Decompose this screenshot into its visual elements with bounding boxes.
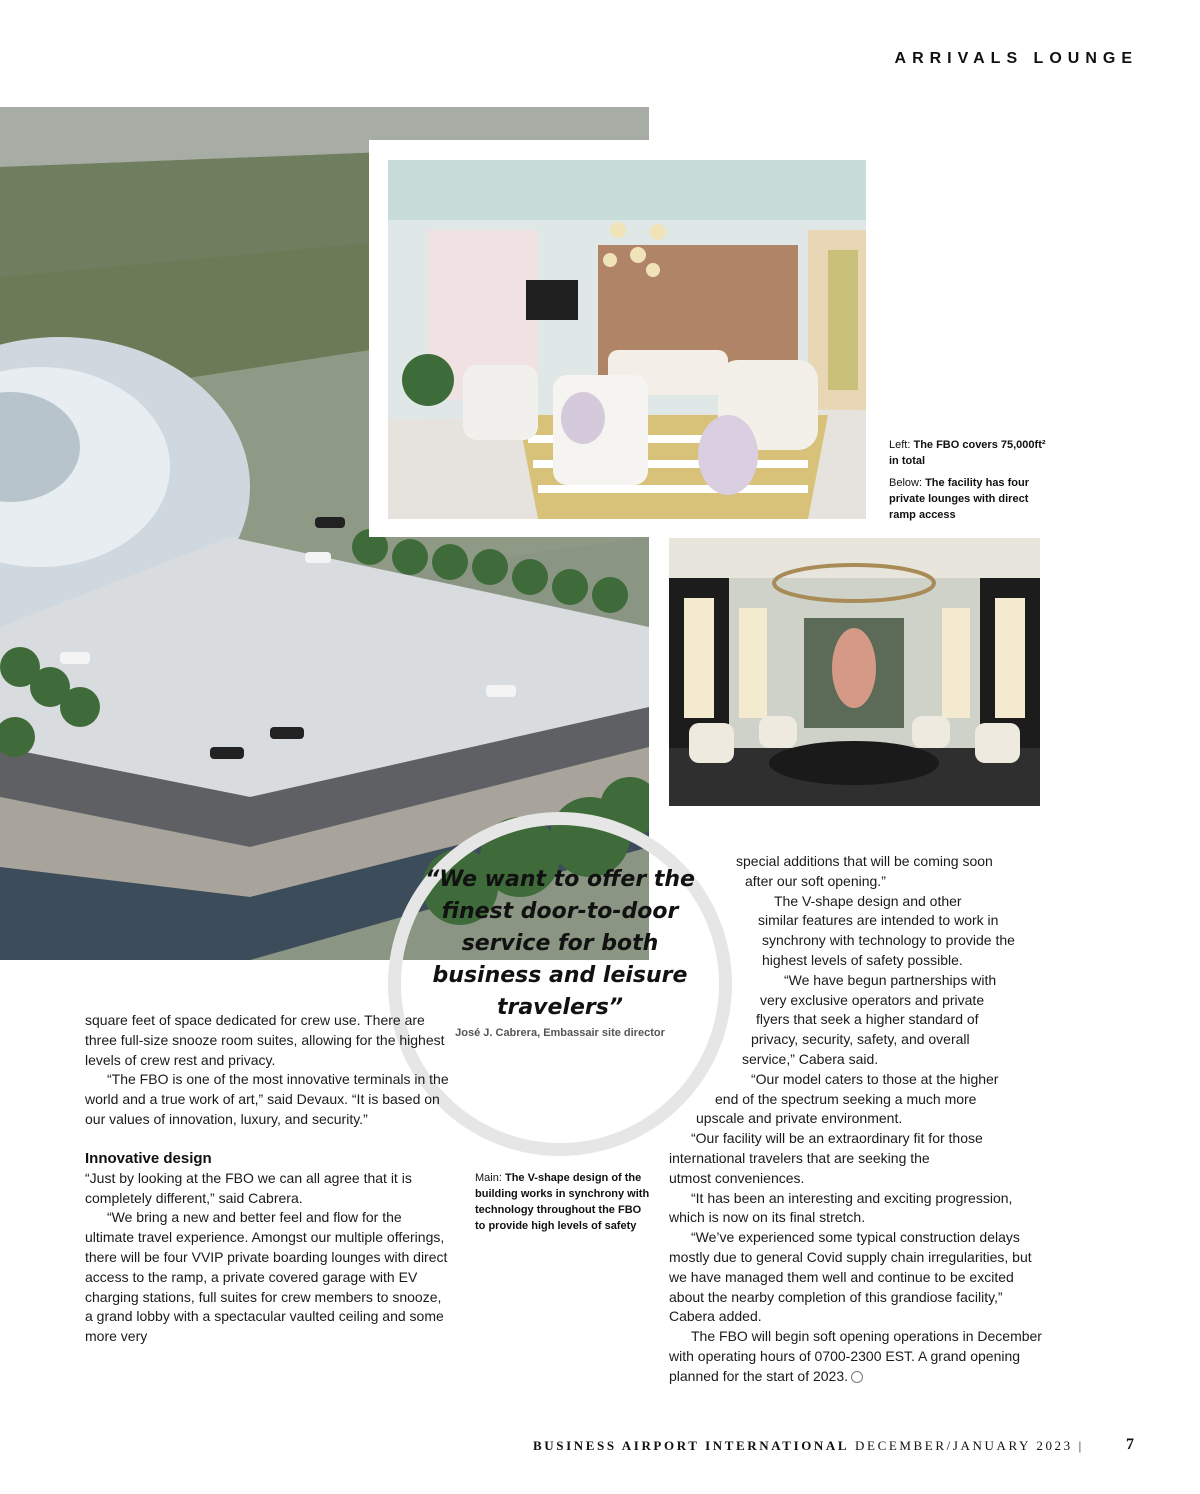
text-line: synchrony with technology to provide the (762, 932, 1015, 949)
paragraph: “We bring a new and better feel and flow for the ultimate travel experience. Amongst our multiple offerings, there will be four VVIP private boarding lounges with direct access to the ramp, a private covered garage with EV charging stations, full suites for crew members to snooze, a grand lobby with a spectacular vaulted ceiling and some more very (85, 1209, 448, 1345)
paragraph: “Just by looking at the FBO we can all agree that it is completely different,” said Cabrera. (85, 1169, 412, 1206)
final-paragraph-text: The FBO will begin soft opening operations in December with operating hours of 0700-2300 EST. A grand opening planned for the start of 2023. (669, 1328, 1042, 1384)
text-line: very exclusive operators and private (760, 991, 985, 1008)
page-footer (533, 1438, 1084, 1454)
text-line: special additions that will be coming soon (736, 853, 993, 869)
text-line: utmost conveniences. (669, 1169, 805, 1186)
text-line: flyers that seek a higher standard of (756, 1011, 979, 1028)
issue-date: DECEMBER/JANUARY 2023 | (849, 1438, 1084, 1453)
pull-quote-text: “We want to offer the finest door-to-door service for both business and leisure travelers” (425, 867, 695, 1020)
main-photo-caption (475, 1170, 653, 1234)
caption-left (889, 437, 1049, 469)
lounge-photo-below (669, 538, 1040, 806)
text-line: privacy, security, safety, and overall (751, 1031, 970, 1048)
article-column-2 (669, 852, 1049, 1387)
text-line: similar features are intended to work in (758, 912, 999, 929)
paragraph: square feet of space dedicated for crew use. There are three full-size snooze room suites, allowing for the highest levels of crew rest and privacy. (85, 1012, 445, 1068)
end-of-article-icon (851, 1371, 863, 1383)
text-line: upscale and private environment. (696, 1110, 903, 1127)
text-line: service,” Cabera said. (742, 1050, 879, 1067)
page-number: 7 (1126, 1436, 1134, 1453)
paragraph: “It has been an interesting and exciting progression, which is now on its final stretch. (669, 1189, 1013, 1226)
caption-below-prefix: Below: (889, 477, 926, 489)
section-header: ARRIVALS LOUNGE (894, 50, 1138, 67)
text-line: end of the spectrum seeking a much more (715, 1090, 977, 1107)
caption-left-prefix: Left: (889, 439, 914, 451)
caption-main-prefix: Main: (475, 1172, 505, 1184)
paragraph: “The FBO is one of the most innovative terminals in the world and a true work of art,” said Devaux. “It is based on our values of innovation, luxury, and security.” (85, 1071, 449, 1127)
text-line: “We have begun partnerships with (784, 971, 997, 988)
pull-quote-attribution: José J. Cabrera, Embassair site director (455, 1027, 665, 1039)
caption-below-text: The facility has four private lounges with direct ramp access (889, 477, 1029, 521)
text-line: after our soft opening.” (745, 872, 886, 889)
caption-below (889, 475, 1049, 523)
photo-captions (889, 437, 1049, 529)
text-line: highest levels of safety possible. (762, 951, 963, 968)
text-line: international travelers that are seeking the (669, 1149, 930, 1166)
lounge-photo-left (388, 160, 866, 519)
text-line: The V-shape design and other (774, 892, 962, 909)
text-line: “Our facility will be an extraordinary fit for those (691, 1130, 983, 1147)
text-line: “Our model caters to those at the higher (751, 1070, 999, 1087)
caption-left-text: The FBO covers 75,000ft² in total (889, 439, 1046, 467)
paragraph: “We’ve experienced some typical construction delays mostly due to general Covid supply chain irregularities, but we have managed them well and continue to be excited about the nearby completion of this grandiose facility,” Cabera added. (669, 1229, 1032, 1325)
article-column-1 (85, 1011, 450, 1347)
paragraph (669, 1327, 1049, 1386)
subheading: Innovative design (85, 1149, 212, 1167)
publication-name: BUSINESS AIRPORT INTERNATIONAL (533, 1438, 850, 1453)
caption-main-text: The V-shape design of the building works in synchrony with technology throughout the FBO to provide high levels of safety (475, 1172, 650, 1232)
